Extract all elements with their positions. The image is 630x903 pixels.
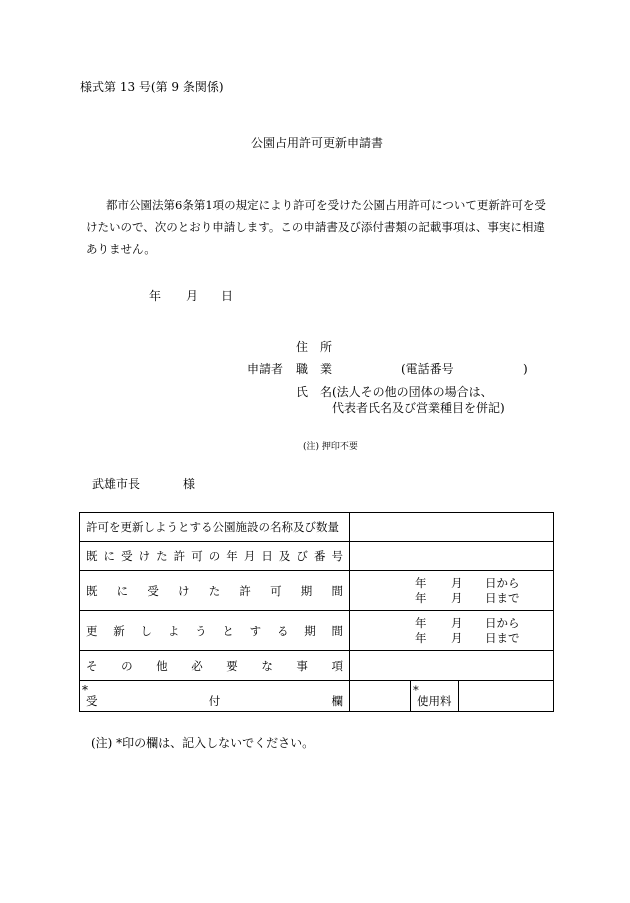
date-day-label: 日 [221,289,234,303]
renewal-period-label: 更新しようとする期間 [80,611,350,651]
facility-name-field[interactable] [350,513,554,542]
name-label: 氏 名 [296,385,333,399]
month-label: 月 [451,630,463,645]
name-note-line2: 代表者氏名及び営業種目を併記) [332,401,505,415]
table-row [80,513,554,542]
reception-char-3: 欄 [331,694,343,708]
year-label: 年 [415,630,427,645]
fee-label-text: 使用料 [417,694,452,708]
addressee-name: 武雄市長 [92,477,141,491]
document-title: 公園占用許可更新申請書 [251,136,384,150]
name-note-line1: (法人その他の団体の場合は、 [332,385,493,399]
month-label: 月 [451,615,463,630]
addressee-honorific: 様 [183,477,196,491]
phone-label: (電話番号 [401,362,454,376]
application-table [79,512,554,712]
asterisk-mark: * [413,683,419,697]
from-label: 日から [485,615,520,630]
prior-permit-date-number-field[interactable] [350,542,554,571]
footnote: (注) *印の欄は、記入しないでください。 [91,736,315,750]
table-row [80,611,554,651]
prior-permit-date-number-label: 既に受けた許可の年月日及び番号 [80,542,350,571]
date-month-label: 月 [186,289,199,303]
table-row [80,542,554,571]
reception-field[interactable] [350,681,411,712]
month-label: 月 [451,590,463,605]
year-label: 年 [415,615,427,630]
form-number: 様式第 13 号(第 9 条関係) [80,80,224,94]
applicant-label: 申請者 [247,362,284,376]
reception-label [80,681,350,712]
year-label: 年 [415,590,427,605]
occupation-label: 職 業 [296,362,333,376]
table-row [80,651,554,681]
renewal-period-field[interactable] [350,611,554,651]
month-label: 月 [451,575,463,590]
facility-name-label: 許可を更新しようとする公園施設の名称及び数量 [80,513,350,542]
fee-label [411,681,459,712]
prior-permit-period-label: 既に受けた許可期間 [80,571,350,611]
prior-permit-period-field[interactable] [350,571,554,611]
other-matters-label: その他必要な事項 [80,651,350,681]
table-row [80,571,554,611]
phone-close-paren: ) [523,362,528,376]
to-label: 日まで [485,590,520,605]
reception-char-1: 受 [86,694,98,708]
seal-note: (注) 押印不要 [303,442,358,452]
table-row [80,681,554,712]
to-label: 日まで [485,630,520,645]
reception-char-2: 付 [208,694,221,708]
fee-field[interactable] [459,681,554,712]
intro-text: 都市公園法第6条第1項の規定により許可を受けた公園占用許可について更新許可を受けたいので、次のとおり申請します。この申請書及び添付書類の記載事項は、事実に相違ありません。 [86,198,546,256]
asterisk-mark: * [82,683,88,697]
address-label: 住 所 [296,340,333,354]
date-year-label: 年 [149,289,162,303]
other-matters-field[interactable] [350,651,554,681]
year-label: 年 [415,575,427,590]
from-label: 日から [485,575,520,590]
